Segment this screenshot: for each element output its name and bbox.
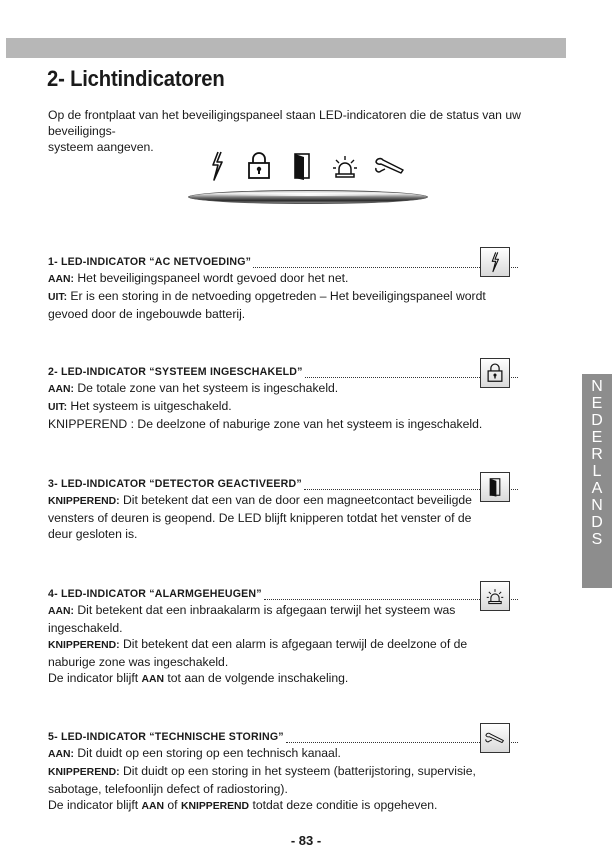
- siren-icon: [331, 150, 359, 182]
- section-ac-netvoeding: [48, 254, 518, 322]
- section-alarmgeheugen: [48, 586, 518, 688]
- header-bar: [6, 38, 566, 58]
- state-text: deur gesloten is.: [48, 527, 138, 541]
- padlock-icon: [245, 150, 273, 182]
- side-tab-letter: E: [591, 429, 603, 446]
- side-tab-letter: A: [591, 480, 603, 497]
- intro-line: systeem aangeven.: [48, 140, 154, 154]
- state-label: KNIPPEREND:: [48, 640, 120, 651]
- language-side-tab: [582, 374, 612, 588]
- state-label: KNIPPEREND:: [48, 767, 120, 778]
- state-label: KNIPPEREND: [180, 801, 250, 812]
- door-icon: [484, 476, 506, 498]
- section-heading: [48, 364, 518, 380]
- state-label: AAN:: [48, 274, 74, 285]
- indicator-box-alarm: [480, 581, 510, 611]
- state-text: vensters of deuren is geopend. De LED blijft knipperen totdat het venster of de: [48, 511, 472, 525]
- state-label: AAN:: [48, 749, 74, 760]
- page-title: 2- Lichtindicatoren: [47, 66, 225, 91]
- intro-paragraph: [48, 107, 568, 155]
- section-title: 2- LED-INDICATOR “SYSTEEM INGESCHAKELD”: [48, 366, 303, 378]
- section-title: 5- LED-INDICATOR “TECHNISCHE STORING”: [48, 731, 284, 743]
- wrench-icon: [484, 727, 506, 749]
- door-icon: [288, 150, 316, 182]
- section-heading: [48, 586, 518, 602]
- state-label: AAN: [141, 674, 164, 685]
- state-text: Dit duidt op een storing op een technisch kanaal.: [73, 746, 341, 760]
- section-title: 4- LED-INDICATOR “ALARMGEHEUGEN”: [48, 588, 262, 600]
- state-text: Dit betekent dat een inbraakalarm is afgegaan terwijl het systeem was: [73, 603, 456, 617]
- siren-icon: [484, 585, 506, 607]
- lightning-icon: [203, 150, 231, 182]
- section-heading: [48, 729, 518, 745]
- state-text: De indicator blijft: [48, 798, 142, 812]
- indicator-box-ac: [480, 247, 510, 277]
- section-detector-geactiveerd: [48, 476, 518, 542]
- indicator-box-technisch: [480, 723, 510, 753]
- state-text: Dit duidt op een storing in het systeem (batterijstoring, supervisie,: [119, 764, 476, 778]
- state-text: Dit betekent dat een van de door een magneetcontact beveiligde: [119, 493, 472, 507]
- section-systeem-ingeschakeld: [48, 364, 518, 432]
- side-tab-letter: E: [591, 395, 603, 412]
- side-tab-letter: D: [591, 514, 603, 531]
- intro-line: Op de frontplaat van het beveiligingspaneel staan LED-indicatoren die de status van uw beveiligings-: [48, 108, 521, 138]
- wrench-icon: [373, 150, 407, 182]
- state-label: UIT:: [48, 292, 68, 303]
- state-text: gevoed door de ingebouwde batterij.: [48, 307, 246, 321]
- section-technische-storing: [48, 729, 518, 815]
- indicator-box-systeem: [480, 358, 510, 388]
- led-strip: [188, 190, 428, 204]
- side-tab-letter: D: [591, 412, 603, 429]
- state-text: De totale zone van het systeem is ingeschakeld.: [73, 381, 339, 395]
- side-tab-letter: N: [591, 497, 603, 514]
- side-tab-letter: S: [591, 531, 603, 548]
- state-text: Dit betekent dat een alarm is afgegaan terwijl de deelzone of de: [119, 637, 468, 651]
- state-text: naburige zone was ingeschakeld.: [48, 655, 229, 669]
- section-title: 3- LED-INDICATOR “DETECTOR GEACTIVEERD”: [48, 478, 302, 490]
- state-text: tot aan de volgende inschakeling.: [164, 671, 349, 685]
- leader-dots: [253, 266, 518, 268]
- state-text: of: [164, 798, 181, 812]
- state-text: Het systeem is uitgeschakeld.: [67, 399, 232, 413]
- front-panel-illustration: [185, 150, 430, 210]
- state-label: AAN: [141, 801, 164, 812]
- section-title: 1- LED-INDICATOR “AC NETVOEDING”: [48, 256, 252, 268]
- state-text: totdat deze conditie is opgeheven.: [249, 798, 438, 812]
- state-label: KNIPPEREND:: [48, 496, 120, 507]
- indicator-box-detector: [480, 472, 510, 502]
- side-tab-letter: R: [591, 446, 603, 463]
- side-tab-letter: N: [591, 378, 603, 395]
- padlock-icon: [484, 362, 506, 384]
- state-text: Het beveiligingspaneel wordt gevoed door het net.: [73, 271, 349, 285]
- state-text: sabotage, telefoonlijn defect of radiostoring).: [48, 782, 288, 796]
- state-label: AAN:: [48, 384, 74, 395]
- state-label: UIT:: [48, 402, 68, 413]
- page-number: - 83 -: [290, 833, 322, 848]
- state-text: KNIPPEREND : De deelzone of naburige zone van het systeem is ingeschakeld.: [48, 417, 483, 431]
- section-heading: [48, 254, 518, 270]
- state-text: De indicator blijft: [48, 671, 142, 685]
- side-tab-letter: L: [592, 463, 602, 480]
- section-heading: [48, 476, 518, 492]
- state-label: AAN:: [48, 606, 74, 617]
- state-text: ingeschakeld.: [48, 621, 123, 635]
- lightning-icon: [484, 251, 506, 273]
- state-text: Er is een storing in de netvoeding opgetreden – Het beveiligingspaneel wordt: [67, 289, 486, 303]
